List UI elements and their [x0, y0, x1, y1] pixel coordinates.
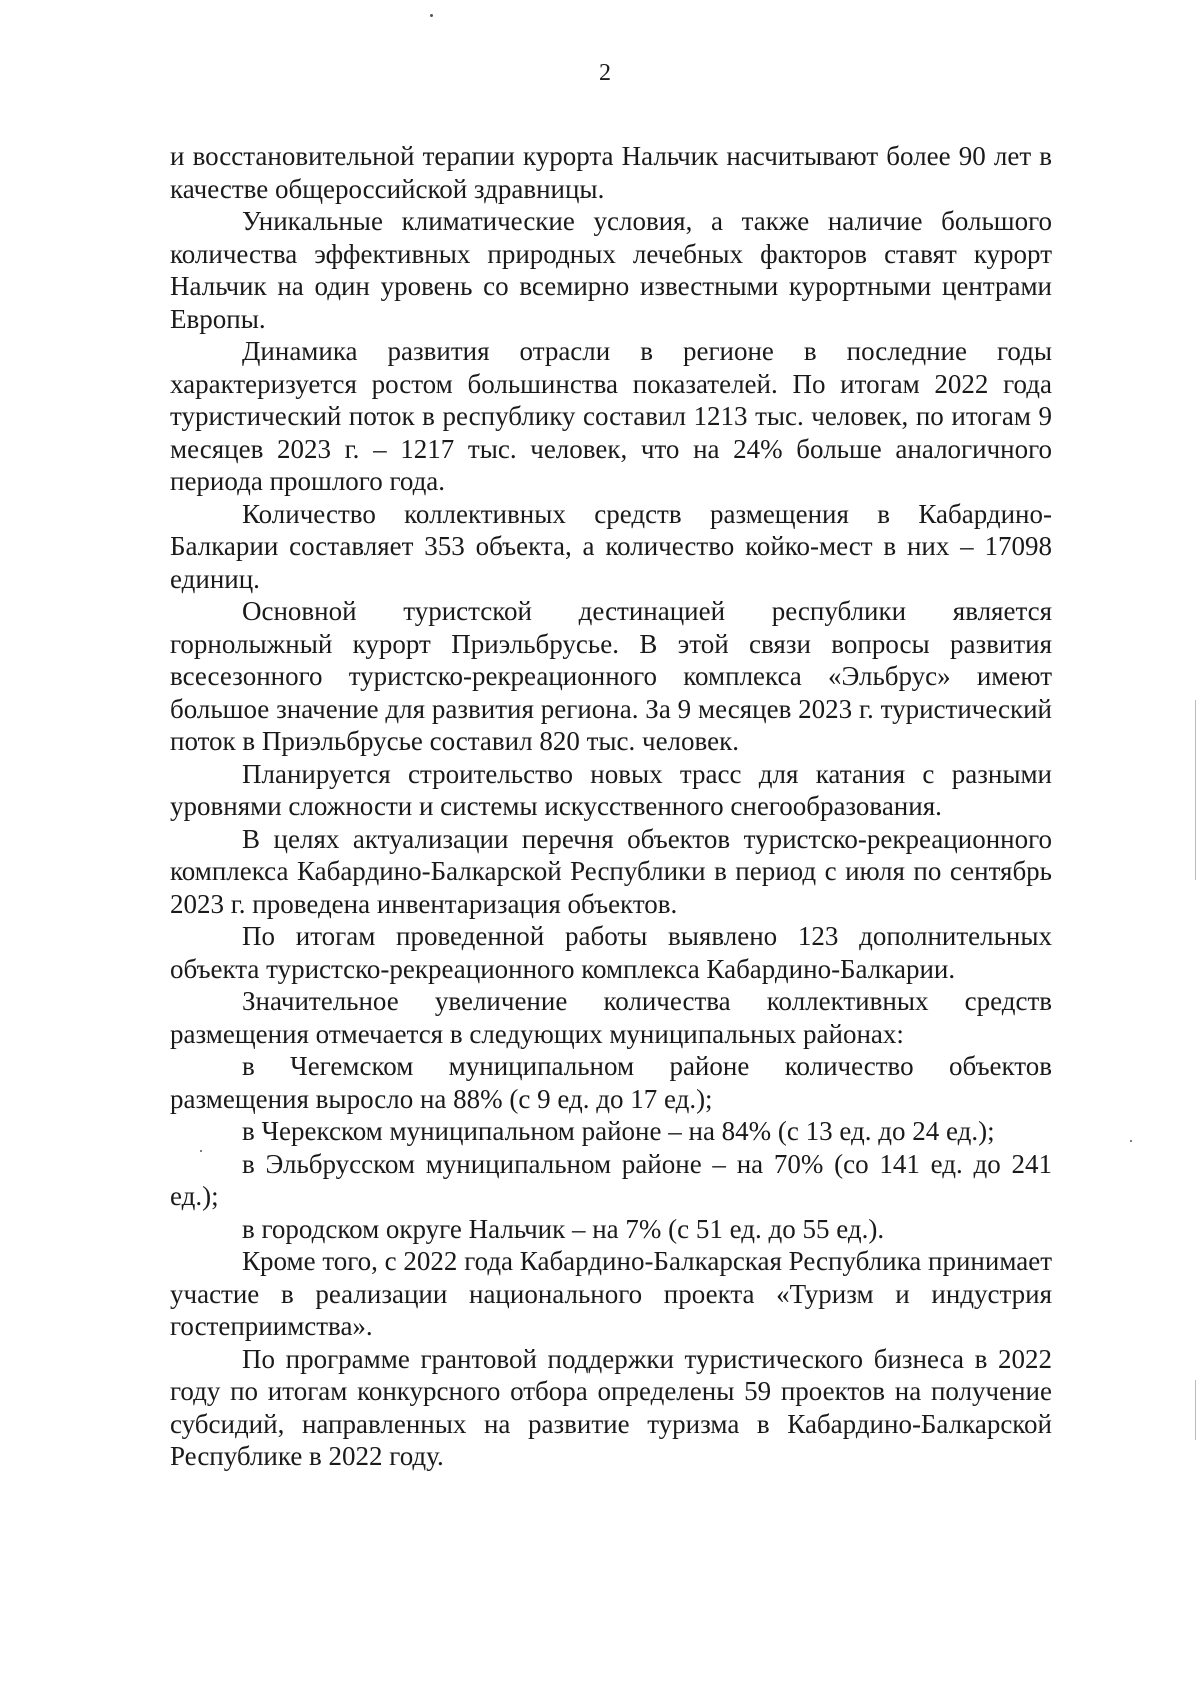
- paragraph: Динамика развития отрасли в регионе в последние годы характеризуется ростом большинства показателей. По итогам 2022 года туристический поток в республику составил 1213 тыс. человек, по итогам 9 месяцев 2023 г. – 1217 тыс. человек, что на 24% больше аналогичного периода прошлого года.: [170, 336, 1052, 496]
- paragraph: Уникальные климатические условия, а также наличие большого количества эффективных природных лечебных факторов ставят курорт Нальчик на один уровень со всемирно известными курортными центрами Европы.: [170, 206, 1052, 334]
- paragraph: Значительное увеличение количества коллективных средств размещения отмечается в следующих муниципальных районах:: [170, 986, 1052, 1049]
- paragraph: в Эльбрусском муниципальном районе – на 70% (со 141 ед. до 241 ед.);: [170, 1148, 1052, 1211]
- body-text: [170, 140, 1052, 1473]
- paragraph: По программе грантовой поддержки туристического бизнеса в 2022 году по итогам конкурсного отбора определены 59 проектов на получение субсидий, направленных на развитие туризма в Кабардино-Балкарской Республике в 2022 году.: [170, 1343, 1052, 1471]
- paragraph: Планируется строительство новых трасс для катания с разными уровнями сложности и системы искусственного снегообразования.: [170, 758, 1052, 821]
- scan-speck: [430, 14, 433, 17]
- paragraph: По итогам проведенной работы выявлено 123 дополнительных объекта туристско-рекреационного комплекса Кабардино-Балкарии.: [170, 921, 1052, 984]
- paragraph: в Черекском муниципальном районе – на 84% (с 13 ед. до 24 ед.);: [242, 1116, 995, 1146]
- paragraph: Количество коллективных средств размещения в Кабардино-Балкарии составляет 353 объекта, а количество койко-мест в них – 17098 единиц.: [170, 498, 1052, 594]
- scan-edge-mark: [1195, 700, 1196, 880]
- paragraph: В целях актуализации перечня объектов туристско-рекреационного комплекса Кабардино-Балкарской Республики в период с июля по сентябрь 2023 г. проведена инвентаризация объектов.: [170, 823, 1052, 919]
- paragraph: Кроме того, с 2022 года Кабардино-Балкарская Республика принимает участие в реализации национального проекта «Туризм и индустрия гостеприимства».: [170, 1246, 1052, 1341]
- paragraph: Основной туристской дестинацией республики является горнолыжный курорт Приэльбрусье. В этой связи вопросы развития всесезонного туристско-рекреационного комплекса «Эльбрус» имеют большое значение для развития региона. За 9 месяцев 2023 г. туристический поток в Приэльбрусье составил 820 тыс. человек.: [170, 596, 1052, 756]
- scan-edge-mark: [1195, 1380, 1196, 1440]
- scan-speck: [1130, 1140, 1132, 1142]
- paragraph: и восстановительной терапии курорта Нальчик насчитывают более 90 лет в качестве общероссийской здравницы.: [170, 141, 1052, 204]
- paragraph: в Чегемском муниципальном районе количество объектов размещения выросло на 88% (с 9 ед. до 17 ед.);: [170, 1051, 1052, 1114]
- page-number: 2: [599, 60, 611, 86]
- paragraph: в городском округе Нальчик – на 7% (с 51 ед. до 55 ед.).: [242, 1213, 885, 1244]
